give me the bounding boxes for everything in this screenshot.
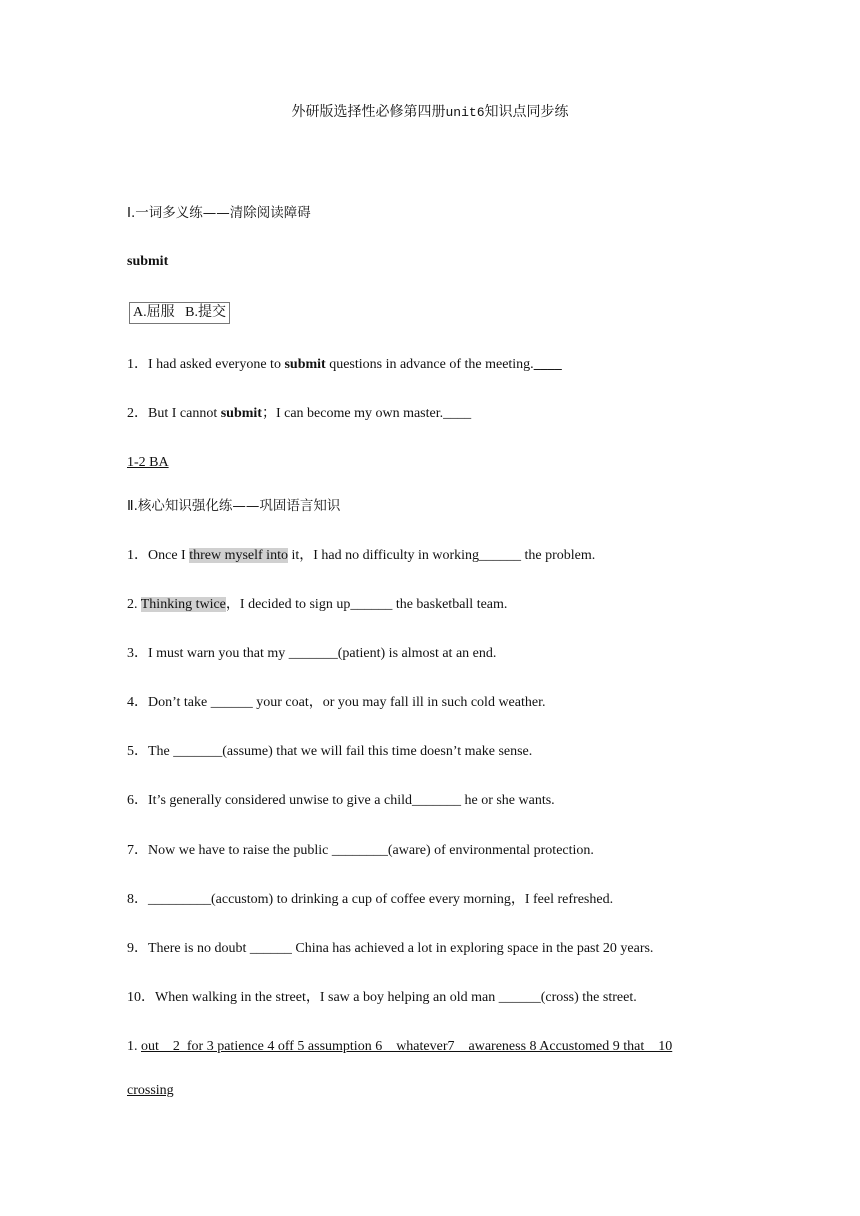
s2-question-5: 5．The _______(assume) that we will fail this time doesn’t make sense. bbox=[127, 744, 533, 759]
s2-question-9: 9．There is no doubt ______ China has achieved a lot in exploring space in the past 20 years. bbox=[127, 941, 654, 956]
highlight-phrase: threw myself into bbox=[189, 548, 288, 563]
vocab-word: submit bbox=[127, 254, 169, 269]
section-1-heading: Ⅰ.一词多义练——清除阅读障碍 bbox=[127, 205, 311, 221]
s2-question-8: 8．_________(accustom) to drinking a cup of coffee every morning，I feel refreshed. bbox=[127, 892, 614, 907]
s2-question-6: 6．It’s generally considered unwise to give a child_______ he or she wants. bbox=[127, 793, 555, 808]
title-unit-code: unit6 bbox=[445, 105, 485, 120]
s2-question-10: 10．When walking in the street，I saw a boy helping an old man ______(cross) the street. bbox=[127, 990, 637, 1005]
option-a: A.屈服 bbox=[133, 305, 175, 320]
page-title bbox=[0, 104, 860, 122]
s2-answers-line-1: 1. out 2 for 3 patience 4 off 5 assumption 6 whatever7 awareness 8 Accustomed 9 that 10 bbox=[127, 1039, 673, 1054]
s1-answer: 1-2 BA bbox=[127, 455, 169, 470]
s2-question-1: 1．Once I threw myself into it，I had no difficulty in working______ the problem. bbox=[127, 548, 596, 563]
s2-question-4: 4．Don’t take ______ your coat，or you may fall ill in such cold weather. bbox=[127, 695, 546, 710]
s2-question-2: 2. Thinking twice，I decided to sign up______ the basketball team. bbox=[127, 597, 508, 612]
title-cn-suffix: 知识点同步练 bbox=[484, 105, 569, 120]
section-2-heading: Ⅱ.核心知识强化练——巩固语言知识 bbox=[127, 498, 341, 514]
s2-answers-line-2: crossing bbox=[127, 1083, 174, 1098]
option-b: B.提交 bbox=[185, 305, 226, 320]
s2-question-7: 7．Now we have to raise the public ________(aware) of environmental protection. bbox=[127, 843, 594, 858]
title-cn-part: 外研版选择性必修第四册 bbox=[291, 105, 446, 120]
s1-question-2: 2．But I cannot submit；I can become my own master.____ bbox=[127, 406, 472, 421]
highlight-phrase: Thinking twice bbox=[140, 597, 226, 612]
meaning-options-box bbox=[129, 302, 230, 324]
s2-question-3: 3．I must warn you that my _______(patient) is almost at an end. bbox=[127, 646, 497, 661]
s1-question-1: 1．I had asked everyone to submit questions in advance of the meeting.____ bbox=[127, 357, 562, 372]
